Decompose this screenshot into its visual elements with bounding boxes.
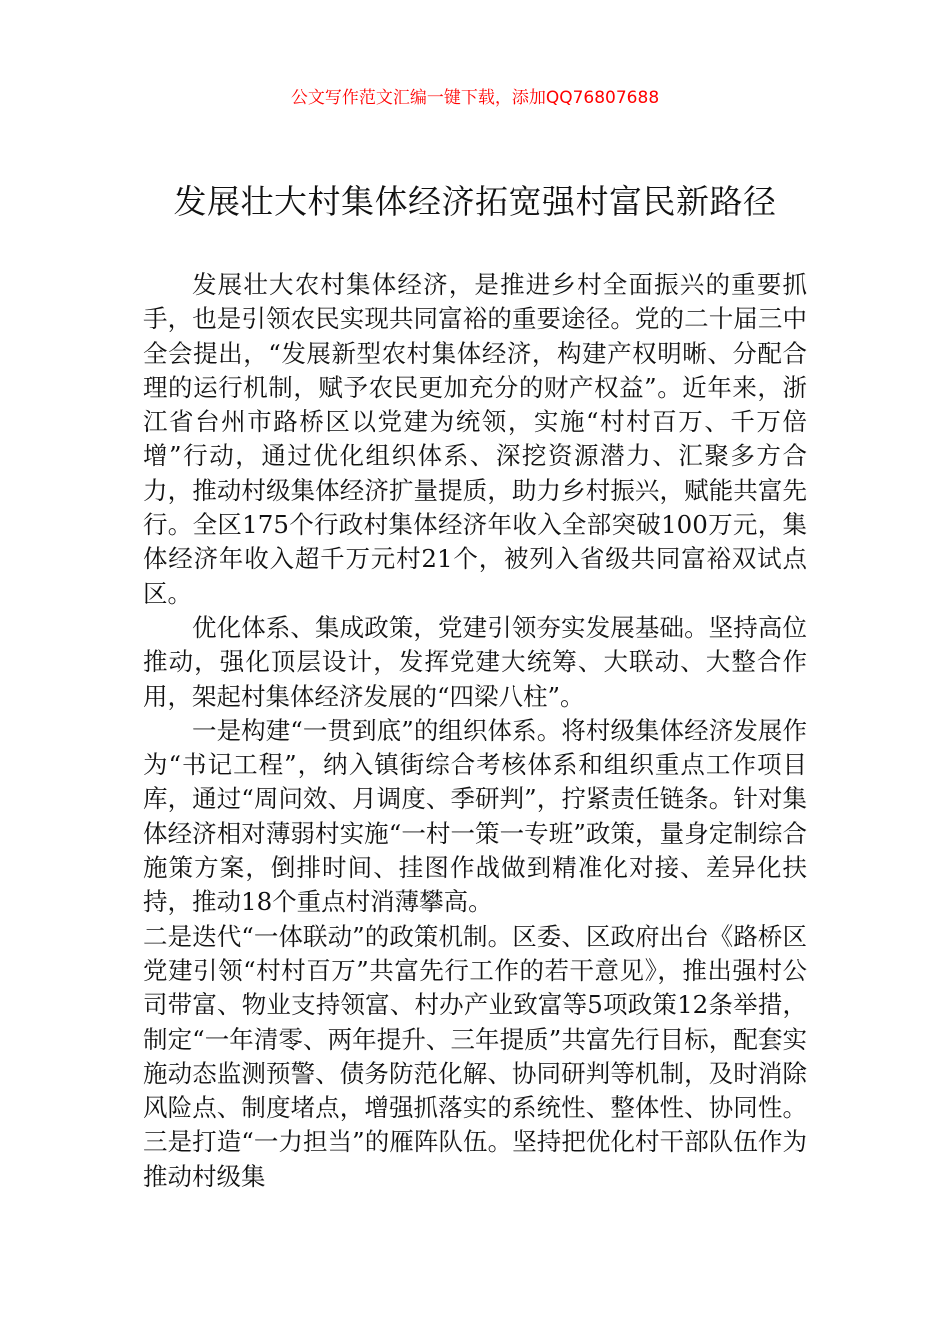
document-body: [143, 268, 807, 1194]
download-banner: 公文写作范文汇编一键下载，添加QQ76807688: [290, 88, 660, 108]
paragraph-section-heading: 优化体系、集成政策，党建引领夯实发展基础。坚持高位推动，强化顶层设计，发挥党建大统筹、大联动、大整合作用，架起村集体经济发展的“四梁八柱”。: [143, 612, 807, 711]
paragraph-point-one: 一是构建“一贯到底”的组织体系。将村级集体经济发展作为“书记工程”，纳入镇街综合考核体系和组织重点工作项目库，通过“周问效、月调度、季研判”，拧紧责任链条。针对集体经济相对薄弱村实施“一村一策一专班”政策，量身定制综合施策方案，倒排时间、挂图作战做到精准化对接、差异化扶持，推动18个重点村消薄攀高。: [143, 715, 807, 917]
paragraph-point-two: 二是迭代“一体联动”的政策机制。区委、区政府出台《路桥区党建引领“村村百万”共富先行工作的若干意见》，推出强村公司带富、物业支持领富、村办产业致富等5项政策12条举措，制定“一年清零、两年提升、三年提质”共富先行目标，配套实施动态监测预警、债务防范化解、协同研判等机制，及时消除风险点、制度堵点，增强抓落实的系统性、整体性、协同性。三是打造“一力担当”的雁阵队伍。坚持把优化村干部队伍作为推动村级集: [143, 921, 807, 1191]
document-title: 发展壮大村集体经济拓宽强村富民新路径: [173, 182, 777, 221]
paragraph-intro: 发展壮大农村集体经济，是推进乡村全面振兴的重要抓手，也是引领农民实现共同富裕的重要途径。党的二十届三中全会提出，“发展新型农村集体经济，构建产权明晰、分配合理的运行机制，赋予农民更加充分的财产权益”。近年来，浙江省台州市路桥区以党建为统领，实施“村村百万、千万倍增”行动，通过优化组织体系、深挖资源潜力、汇聚多方合力，推动村级集体经济扩量提质，助力乡村振兴，赋能共富先行。全区175个行政村集体经济年收入全部突破100万元，集体经济年收入超千万元村21个，被列入省级共同富裕双试点区。: [143, 270, 807, 608]
